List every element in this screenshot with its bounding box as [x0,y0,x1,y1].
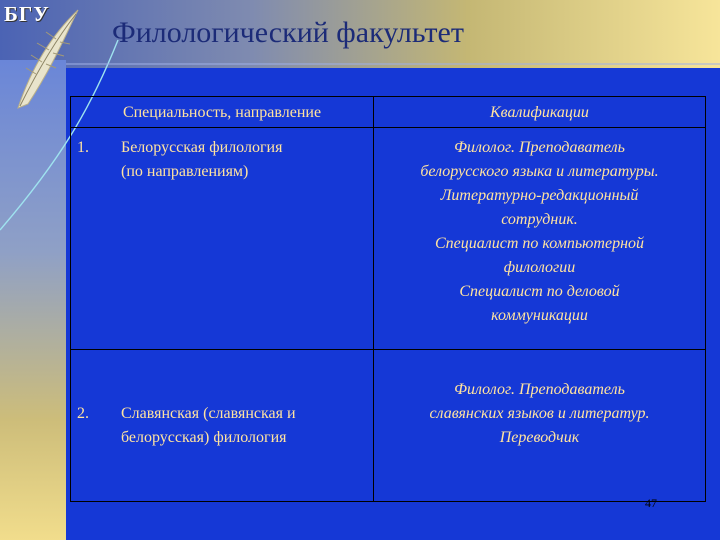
specialty-line: Славянская (славянская и [121,405,296,422]
left-band [0,60,66,540]
specialty-text [121,136,365,184]
header-qualification [374,97,706,128]
specialty-line: (по направлениям) [121,163,249,180]
specialty-cell [71,128,374,350]
table-row [71,128,706,350]
qualification-line: белорусского языка и литературы. [420,163,659,180]
qualification-cell [374,128,706,350]
table-header-row [71,97,706,128]
table-row [71,350,706,502]
qualification-line: Филолог. Преподаватель [454,139,625,156]
qualification-text [374,136,705,328]
header-specialty [71,97,374,128]
page-title: Филологический факультет [112,16,464,49]
header-specialty-label: Специальность, направление [122,104,322,121]
logo-text: БГУ [4,2,50,26]
specialty-text [121,402,365,450]
header-qualification-label: Квалификации [490,104,589,121]
qualification-cell [374,350,706,502]
row-number: 1. [77,139,89,156]
qualification-line: Специалист по компьютерной [434,235,645,252]
qualification-line: Филолог. Преподаватель [454,381,625,398]
qualification-line: Переводчик [499,429,580,446]
qualification-line: Специалист по деловой [459,283,620,300]
qualifications-table [70,96,706,502]
qualification-text [374,378,705,450]
page-number: 47 [645,496,657,510]
specialty-line: Белорусская филология [121,139,283,156]
qualification-line: сотрудник. [501,211,578,228]
row-number: 2. [77,405,89,422]
specialty-cell [71,350,374,502]
qualification-line: коммуникации [491,307,588,324]
qualification-line: славянских языков и литератур. [429,405,650,422]
qualification-line: филологии [503,259,576,276]
qualification-line: Литературно-редакционный [440,187,639,204]
specialty-line: белорусская) филология [121,429,287,446]
